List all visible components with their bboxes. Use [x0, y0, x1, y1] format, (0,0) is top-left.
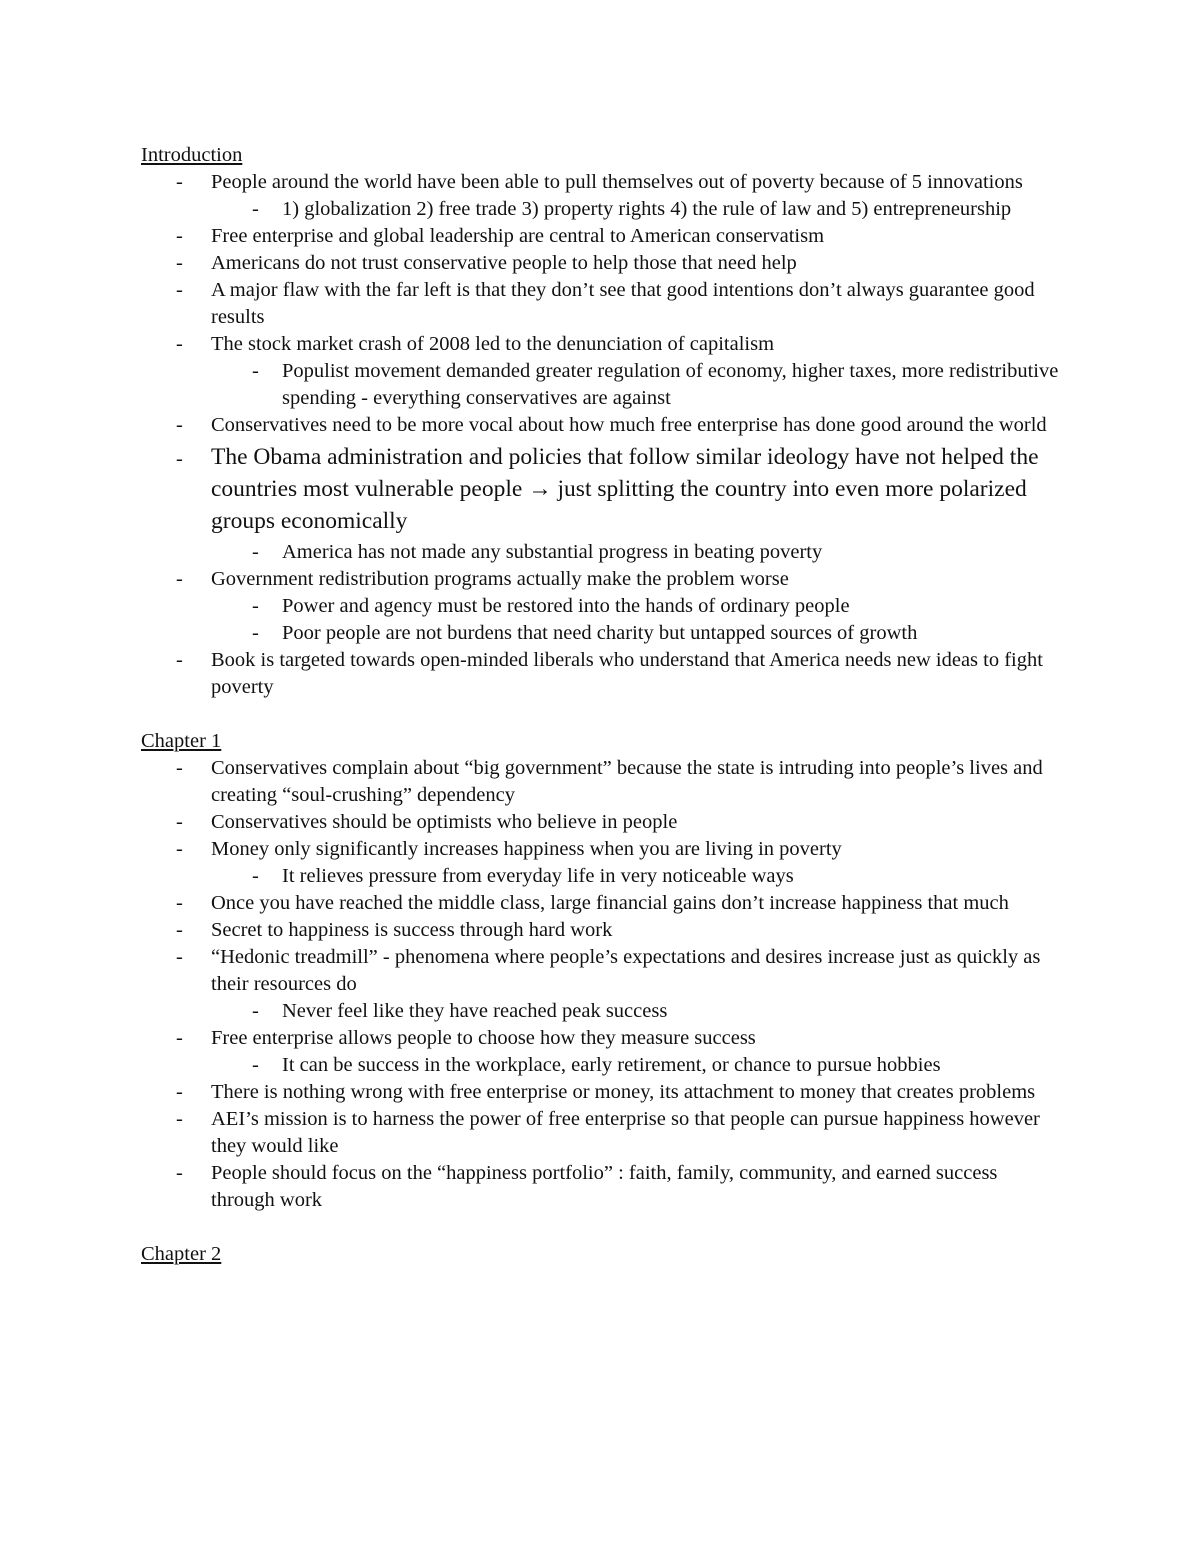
bullet-list — [141, 755, 1061, 1214]
dash-bullet-icon: - — [176, 1162, 183, 1184]
bullet-item — [141, 566, 1061, 593]
bullet-text: Conservatives complain about “big government” because the state is intruding into people’s lives and creating “soul-crushing” dependency — [211, 757, 1043, 806]
dash-bullet-icon: - — [176, 838, 183, 860]
bullet-text: People should focus on the “happiness portfolio” : faith, family, community, and earned success through work — [211, 1162, 998, 1211]
bullet-text: Book is targeted towards open-minded liberals who understand that America needs new ideas to fight poverty — [211, 649, 1043, 698]
bullet-item — [141, 1025, 1061, 1052]
sub-bullet-item — [141, 620, 1061, 647]
dash-bullet-icon: - — [252, 595, 259, 617]
bullet-text: Money only significantly increases happiness when you are living in poverty — [211, 838, 842, 860]
bullet-item — [141, 169, 1061, 196]
sub-bullet-item — [141, 998, 1061, 1025]
bullet-text: Free enterprise allows people to choose how they measure success — [211, 1027, 756, 1049]
bullet-text: America has not made any substantial progress in beating poverty — [282, 541, 823, 563]
bullet-text: AEI’s mission is to harness the power of free enterprise so that people can pursue happiness however they would like — [211, 1108, 1040, 1157]
section-heading: Chapter 2 — [141, 1243, 222, 1265]
dash-bullet-icon: - — [252, 1000, 259, 1022]
section — [141, 142, 1061, 701]
bullet-list — [141, 169, 1061, 701]
dash-bullet-icon: - — [176, 1081, 183, 1103]
bullet-text: Poor people are not burdens that need charity but untapped sources of growth — [282, 622, 918, 644]
bullet-item — [141, 809, 1061, 836]
dash-bullet-icon: - — [176, 892, 183, 914]
section-heading: Chapter 1 — [141, 730, 222, 752]
bullet-item — [141, 647, 1061, 701]
bullet-text: Free enterprise and global leadership are central to American conservatism — [211, 225, 825, 247]
bullet-text: There is nothing wrong with free enterprise or money, its attachment to money that creates problems — [211, 1081, 1036, 1103]
dash-bullet-icon: - — [176, 946, 183, 968]
dash-bullet-icon: - — [176, 448, 183, 470]
section-heading: Introduction — [141, 144, 243, 166]
dash-bullet-icon: - — [176, 811, 183, 833]
sub-bullet-item — [141, 1052, 1061, 1079]
bullet-item — [141, 277, 1061, 331]
dash-bullet-icon: - — [176, 333, 183, 355]
bullet-item — [141, 250, 1061, 277]
dash-bullet-icon: - — [176, 649, 183, 671]
bullet-text: “Hedonic treadmill” - phenomena where people’s expectations and desires increase just as quickly as their resources do — [211, 946, 1041, 995]
sub-bullet-item — [141, 196, 1061, 223]
dash-bullet-icon: - — [176, 225, 183, 247]
bullet-item — [141, 223, 1061, 250]
bullet-text: The stock market crash of 2008 led to the denunciation of capitalism — [211, 333, 775, 355]
dash-bullet-icon: - — [176, 568, 183, 590]
bullet-item — [141, 1079, 1061, 1106]
bullet-text: Government redistribution programs actually make the problem worse — [211, 568, 789, 590]
dash-bullet-icon: - — [252, 360, 259, 382]
bullet-item — [141, 917, 1061, 944]
bullet-text: Americans do not trust conservative people to help those that need help — [211, 252, 797, 274]
bullet-text: Power and agency must be restored into the hands of ordinary people — [282, 595, 850, 617]
dash-bullet-icon: - — [176, 279, 183, 301]
dash-bullet-icon: - — [252, 865, 259, 887]
dash-bullet-icon: - — [252, 622, 259, 644]
bullet-text: Secret to happiness is success through hard work — [211, 919, 613, 941]
dash-bullet-icon: - — [176, 757, 183, 779]
dash-bullet-icon: - — [252, 1054, 259, 1076]
bullet-text: Conservatives need to be more vocal about how much free enterprise has done good around the world — [211, 414, 1047, 436]
dash-bullet-icon: - — [252, 541, 259, 563]
bullet-item — [141, 1160, 1061, 1214]
bullet-text: People around the world have been able to pull themselves out of poverty because of 5 innovations — [211, 171, 1023, 193]
bullet-item — [141, 1106, 1061, 1160]
bullet-item — [141, 331, 1061, 358]
sub-bullet-item — [141, 358, 1061, 412]
bullet-text: Never feel like they have reached peak success — [282, 1000, 668, 1022]
bullet-text: Populist movement demanded greater regulation of economy, higher taxes, more redistributive spending - everything conservatives are against — [282, 360, 1059, 409]
dash-bullet-icon: - — [176, 171, 183, 193]
bullet-item — [141, 944, 1061, 998]
dash-bullet-icon: - — [176, 919, 183, 941]
bullet-item — [141, 439, 1061, 539]
dash-bullet-icon: - — [176, 252, 183, 274]
section — [141, 728, 1061, 1214]
sub-bullet-item — [141, 863, 1061, 890]
sub-bullet-item — [141, 539, 1061, 566]
bullet-item — [141, 836, 1061, 863]
bullet-text: Once you have reached the middle class, large financial gains don’t increase happiness that much — [211, 892, 1009, 914]
dash-bullet-icon: - — [176, 1108, 183, 1130]
bullet-text: Conservatives should be optimists who believe in people — [211, 811, 678, 833]
bullet-text: It can be success in the workplace, early retirement, or chance to pursue hobbies — [282, 1054, 941, 1076]
bullet-item — [141, 890, 1061, 917]
bullet-text: The Obama administration and policies that follow similar ideology have not helped the countries most vulnerable people → just splitting the country into even more polarized groups economically — [211, 444, 1039, 534]
bullet-text: It relieves pressure from everyday life in very noticeable ways — [282, 865, 794, 887]
bullet-text: 1) globalization 2) free trade 3) property rights 4) the rule of law and 5) entrepreneurship — [282, 198, 1012, 220]
bullet-item — [141, 755, 1061, 809]
section — [141, 1241, 1061, 1268]
bullet-item — [141, 412, 1061, 439]
dash-bullet-icon: - — [252, 198, 259, 220]
bullet-text: A major flaw with the far left is that they don’t see that good intentions don’t always guarantee good results — [211, 279, 1035, 328]
dash-bullet-icon: - — [176, 1027, 183, 1049]
sub-bullet-item — [141, 593, 1061, 620]
dash-bullet-icon: - — [176, 414, 183, 436]
